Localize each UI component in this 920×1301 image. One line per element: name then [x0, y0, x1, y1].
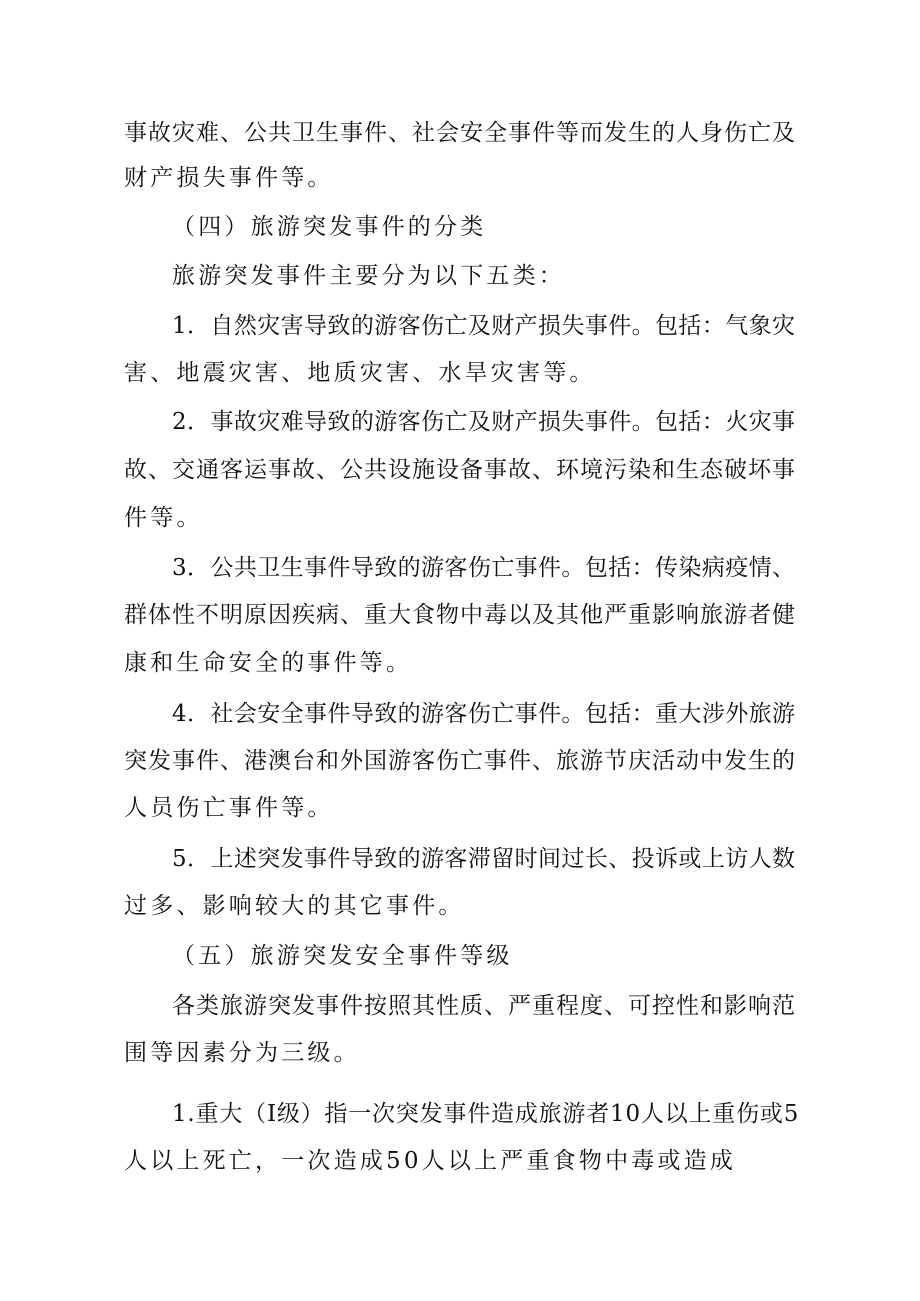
list-item-line: 5．上述突发事件导致的游客滞留时间过长、投诉或上访人数 — [172, 846, 796, 872]
paragraph-line: 事故灾难、公共卫生事件、社会安全事件等而发生的人身伤亡及 — [124, 120, 796, 146]
list-item-line: 群体性不明原因疾病、重大食物中毒以及其他严重影响旅游者健 — [124, 602, 796, 628]
list-item-line: 件等。 — [124, 505, 203, 531]
list-item-line: 故、交通客运事故、公共设施设备事故、环境污染和生态破坏事 — [124, 457, 796, 483]
list-item-line: 1.重大（I级）指一次突发事件造成旅游者10人以上重伤或5 — [172, 1101, 800, 1127]
section-heading: （五）旅游突发安全事件等级 — [172, 943, 513, 969]
list-item-line: 突发事件、港澳台和外国游客伤亡事件、旅游节庆活动中发生的 — [124, 748, 796, 774]
section-heading: （四）旅游突发事件的分类 — [172, 214, 487, 240]
list-item-line: 人以上死亡，一次造成50人以上严重食物中毒或造成 — [124, 1148, 737, 1174]
list-item-line: 4．社会安全事件导致的游客伤亡事件。包括：重大涉外旅游 — [172, 701, 796, 727]
paragraph-line: 旅游突发事件主要分为以下五类： — [172, 263, 565, 289]
list-item-line: 害、地震灾害、地质灾害、水旱灾害等。 — [124, 360, 596, 386]
list-item-line: 2．事故灾难导致的游客伤亡及财产损失事件。包括：火灾事 — [172, 409, 796, 435]
list-item-line: 1．自然灾害导致的游客伤亡及财产损失事件。包括：气象灾 — [172, 313, 796, 339]
list-item-line: 康和生命安全的事件等。 — [124, 650, 413, 676]
list-item-line: 人员伤亡事件等。 — [124, 795, 334, 821]
paragraph-line: 财产损失事件等。 — [124, 165, 334, 191]
paragraph-line: 围等因素分为三级。 — [124, 1040, 360, 1066]
list-item-line: 过多、影响较大的其它事件。 — [124, 893, 465, 919]
list-item-line: 3．公共卫生事件导致的游客伤亡事件。包括：传染病疫情、 — [172, 555, 796, 581]
paragraph-line: 各类旅游突发事件按照其性质、严重程度、可控性和影响范 — [172, 993, 796, 1019]
